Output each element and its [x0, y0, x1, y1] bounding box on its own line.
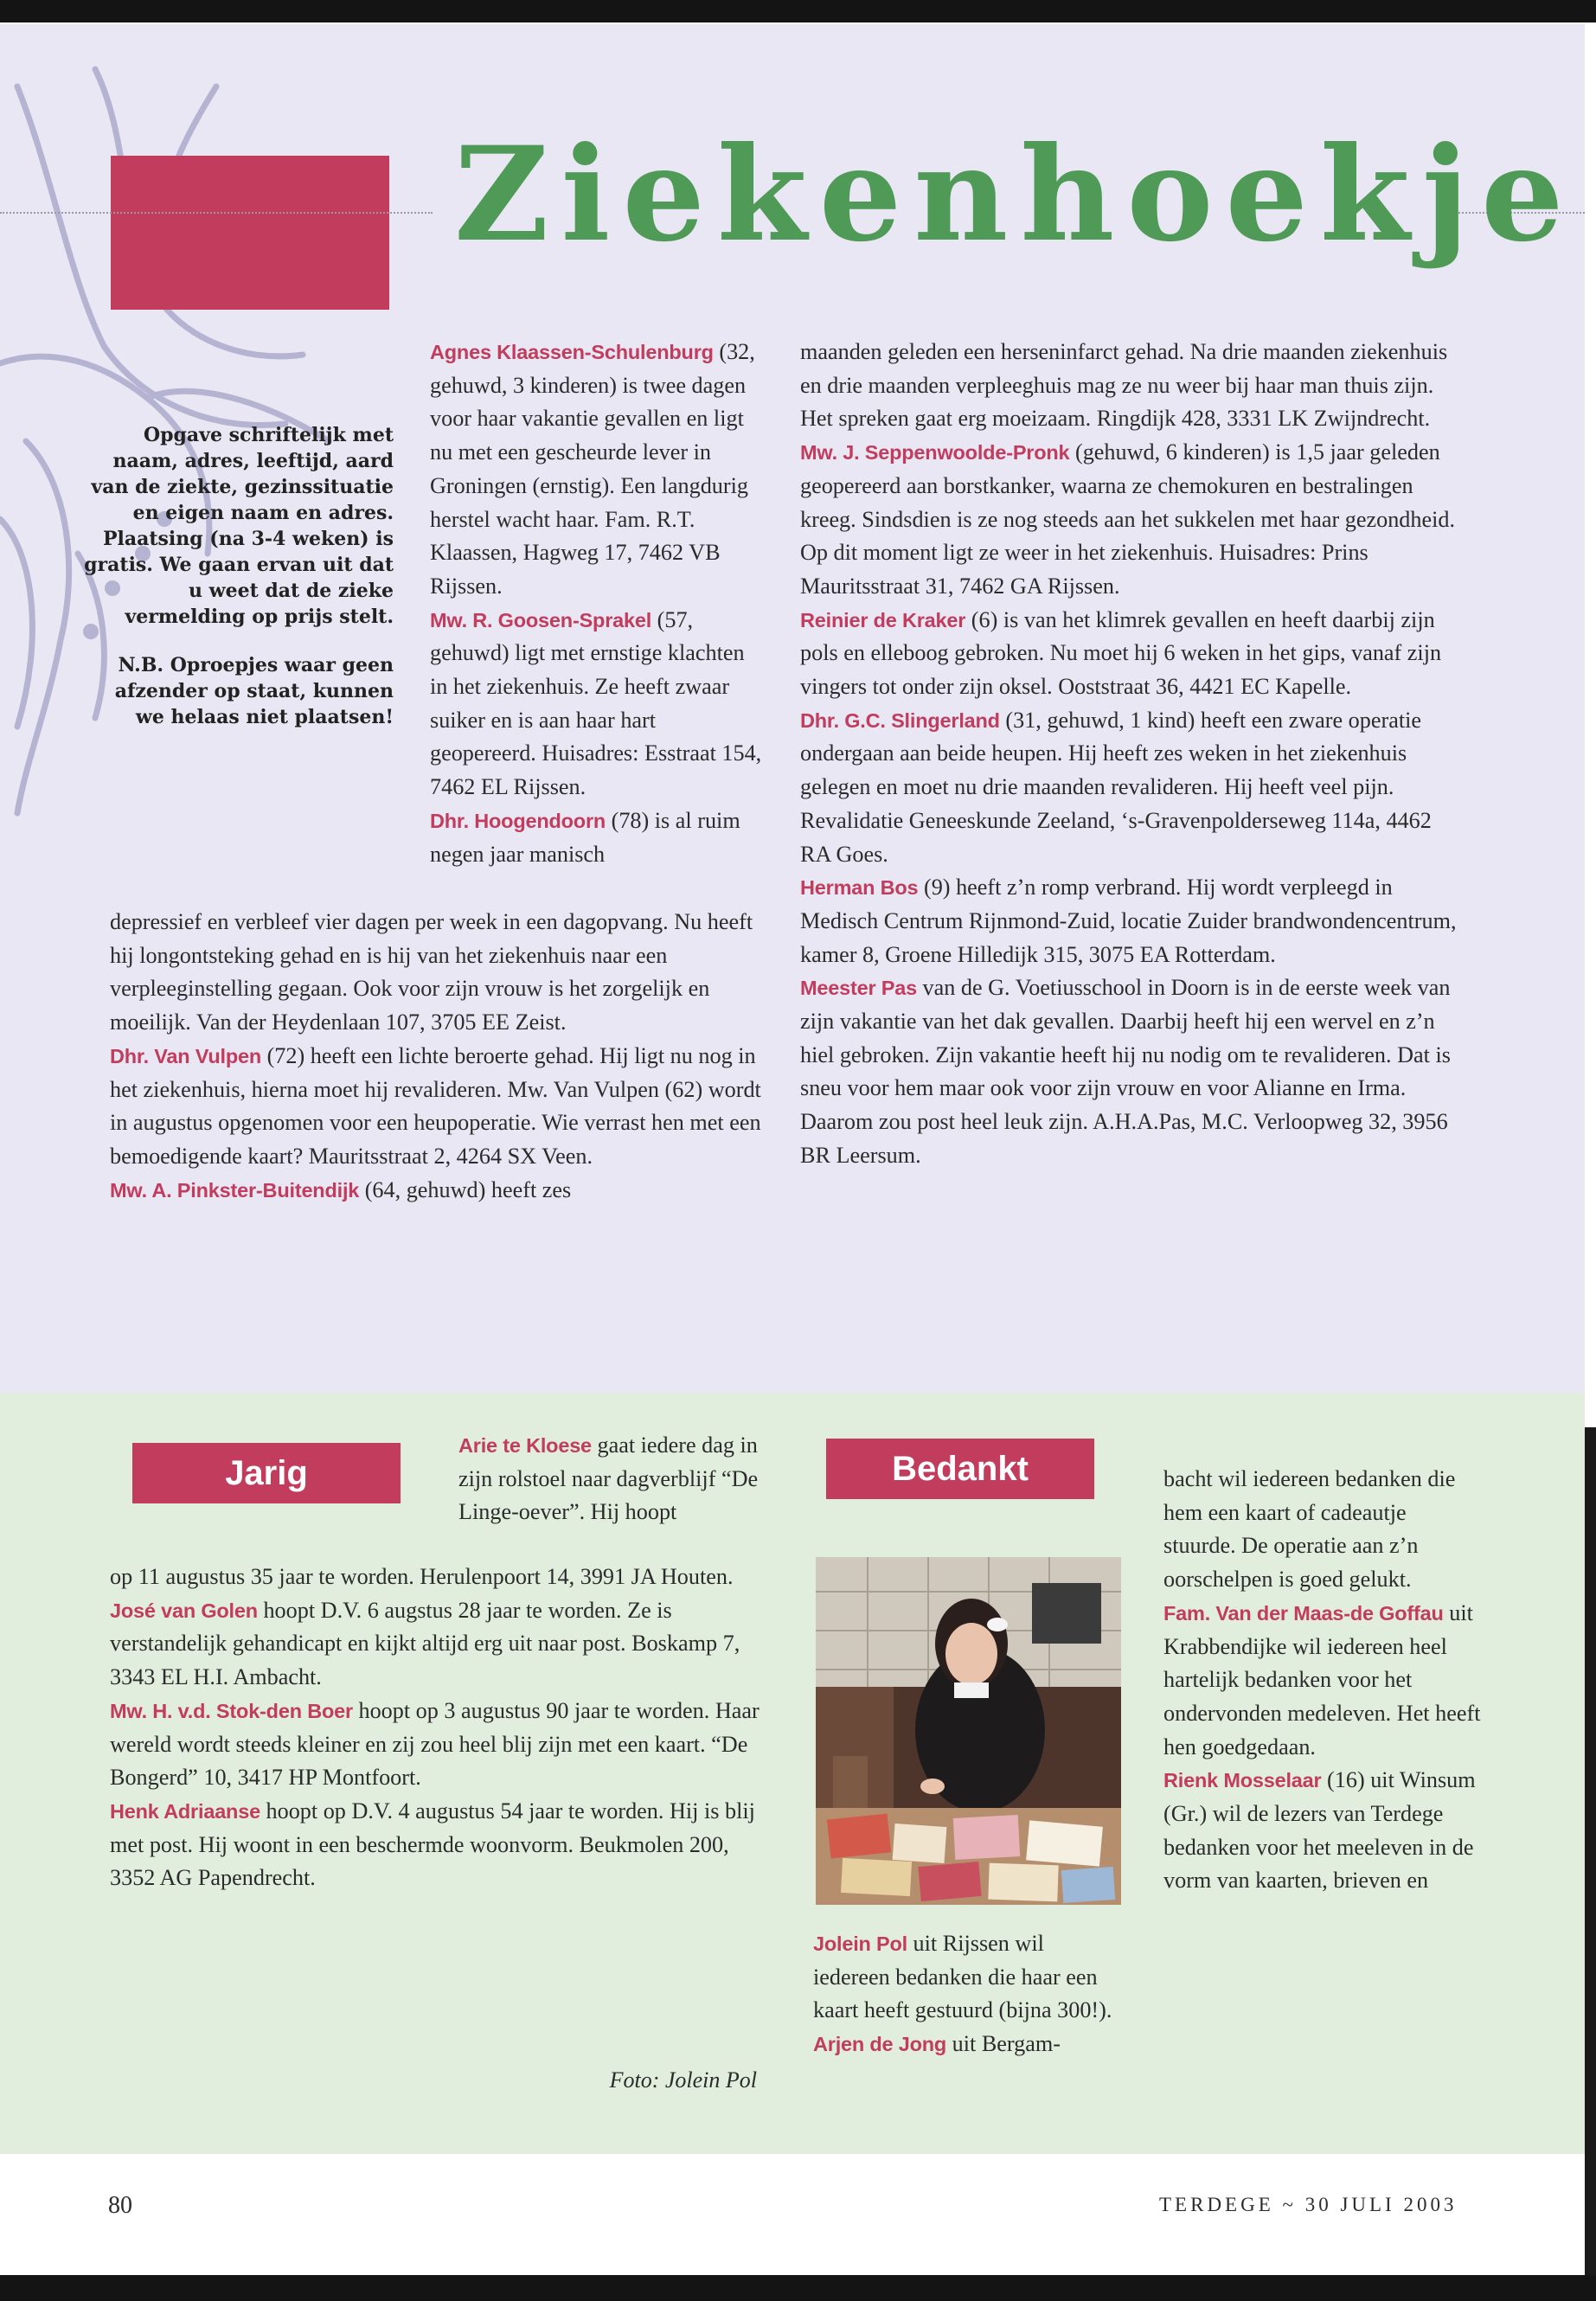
entry-continuation: depressief en verbleef vier dagen per week in een dagopvang. Nu heeft hij longontsteking gehad en is hij van het ziekenhuis naar een verpleeginstelling gegaan. Ook voor zijn vrouw is het zorgelijk en moeilijk. Van der Heydenlaan 107, 3705 EE Zeist.: [110, 909, 753, 1035]
entry-name: Dhr. Hoogendoorn: [430, 809, 606, 832]
photo-credit: Foto: Jolein Pol: [609, 2067, 757, 2093]
entry-text: (64, gehuwd) heeft zes: [359, 1176, 572, 1202]
submission-instructions: Opgave schriftelijk met naam, adres, leeftijd, aard van de ziekte, gezinssituatie en eigen naam en adres. Plaatsing (na 3-4 weken) is gratis. We gaan ervan uit dat u weet dat de zieke vermelding op prijs stelt.: [84, 424, 394, 628]
jarig-entry: [110, 1695, 767, 1795]
bedankt-entry: [1163, 1597, 1484, 1765]
submission-nb: N.B. Oproepjes waar geen afzender op staat, kunnen we helaas niet plaatsen!: [114, 654, 394, 728]
bedankt-column-1: [813, 1927, 1125, 2061]
entry-name: Mw. J. Seppenwoolde-Pronk: [800, 441, 1070, 465]
jarig-column-top: [458, 1429, 766, 1529]
photo-girl-with-cards: [816, 1557, 1121, 1905]
ziek-entry: [430, 336, 763, 604]
entry-text: (78) is al ruim negen jaar manisch: [430, 807, 740, 867]
entry-name: Henk Adriaanse: [110, 1799, 260, 1823]
ziek-entry: [800, 971, 1458, 1172]
entry-name: Dhr. Van Vulpen: [110, 1044, 262, 1067]
ziek-entry: [800, 604, 1458, 704]
bottom-border: [0, 2275, 1596, 2301]
entry-text: (gehuwd, 6 kinderen) is 1,5 jaar geleden geopereerd aan borstkanker, waarna ze chemokuren en bestralingen kreeg. Sindsdien is ze nog steeds aan het sukkelen met haar gezondheid. Op dit moment ligt ze weer in het ziekenhuis. Huisadres: Prins Mauritsstraat 31, 7462 GA Rijssen.: [800, 439, 1456, 599]
entry-name: Meester Pas: [800, 977, 917, 1000]
entry-text: hoopt op D.V. 4 augustus 54 jaar te worden. Hij is blij met post. Hij woont in een beschermde woonvorm. Beukmolen 200, 3352 AG Papendrecht.: [110, 1798, 755, 1891]
ziek-column-1: [430, 336, 763, 871]
entry-name: Mw. A. Pinkster-Buitendijk: [110, 1178, 360, 1202]
entry-name: Arie te Kloese: [458, 1434, 592, 1457]
title-rule-left: [0, 212, 433, 214]
ziek-entry: [110, 1174, 767, 1208]
entry-text: (9) heeft z’n romp verbrand. Hij wordt verpleegd in Medisch Centrum Rijnmond-Zuid, locatie Zuider brandwondencentrum, kamer 8, Groene Hilledijk 315, 3075 EA Rotterdam.: [800, 875, 1457, 967]
jarig-heading: Jarig: [132, 1443, 401, 1503]
entry-text: (32, gehuwd, 3 kinderen) is twee dagen voor haar vakantie gevallen en ligt nu met een gescheurde lever in Groningen (ernstig). Een langdurig herstel wacht haar. Fam. R.T. Klaassen, Hagweg 17, 7462 VB Rijssen.: [430, 339, 755, 599]
ziek-column-1-lower: [110, 906, 767, 1207]
top-border: [0, 0, 1596, 22]
publication-footer: TERDEGE ~ 30 JULI 2003: [1159, 2194, 1458, 2215]
page-edge-shadow: [1585, 1427, 1596, 2275]
entry-name: Rienk Mosselaar: [1163, 1769, 1322, 1792]
entry-name: José van Golen: [110, 1599, 258, 1622]
entry-text: hoopt op 3 augustus 90 jaar te worden. Haar wereld wordt steeds kleiner en zij zou heel blij zijn met een kaart. “De Bongerd” 10, 3417 HP Montfoort.: [110, 1697, 760, 1791]
entry-name: Mw. R. Goosen-Sprakel: [430, 608, 652, 631]
entry-text: (72) heeft een lichte beroerte gehad. Hij ligt nu nog in het ziekenhuis, hierna moet hij revalideren. Mw. Van Vulpen (62) wordt in augustus opgenomen voor een heupoperatie. Wie verrast hen met een bemoedigende kaart? Mauritsstraat 2, 4264 SX Veen.: [110, 1042, 761, 1169]
entry-name: Agnes Klaassen-Schulenburg: [430, 341, 714, 363]
entry-text: hoopt D.V. 6 augstus 28 jaar te worden. Ze is verstandelijk gehandicapt en kijkt altijd erg uit naar post. Boskamp 7, 3343 EL H.I. Ambacht.: [110, 1597, 740, 1690]
jarig-entry: [458, 1429, 766, 1529]
bedankt-entry: [813, 1927, 1125, 2028]
entry-text: (57, gehuwd) ligt met ernstige klachten in het ziekenhuis. Ze heeft zwaar suiker en is aan haar hart geopereerd. Huisadres: Esstraat 154, 7462 EL Rijssen.: [430, 606, 762, 800]
entry-text: uit Krabbendijke wil iedereen heel hartelijk bedanken voor het ondervonden medeleven. Het heeft hen goedgedaan.: [1163, 1599, 1481, 1759]
entry-name: Mw. H. v.d. Stok-den Boer: [110, 1699, 353, 1722]
jarig-column: [110, 1561, 767, 1895]
ziek-column-2: [800, 336, 1458, 1173]
entry-continuation: maanden geleden een herseninfarct gehad. Na drie maanden ziekenhuis en drie maanden verpleeghuis mag ze nu weer bij haar man thuis zijn. Het spreken gaat erg moeizaam. Ringdijk 428, 3331 LK Zwijndrecht.: [800, 339, 1448, 432]
ziek-entry: [430, 804, 763, 871]
ziek-entry: [800, 871, 1458, 971]
entry-continuation: op 11 augustus 35 jaar te worden. Herulenpoort 14, 3991 JA Houten.: [110, 1564, 734, 1589]
bedankt-heading: Bedankt: [826, 1439, 1094, 1499]
bedankt-entry: [1163, 1764, 1484, 1898]
entry-text: uit Bergam-: [946, 2031, 1061, 2057]
title-color-block: [111, 156, 389, 310]
entry-name: Reinier de Kraker: [800, 608, 966, 631]
page-title: Ziekenhoekje: [454, 119, 1576, 271]
entry-text: gaat iedere dag in zijn rolstoel naar dagverblijf “De Linge-oever”. Hij hoopt: [458, 1433, 759, 1525]
bedankt-entry: [813, 2028, 1125, 2061]
entry-text: (6) is van het klimrek gevallen en heeft daarbij zijn pols en elleboog gebroken. Nu moet hij 6 weken in het gips, vanaf zijn vingers tot onder zijn oksel. Ooststraat 36, 4421 EC Kapelle.: [800, 606, 1442, 700]
ziek-entry: [430, 604, 763, 804]
entry-text: uit Rijssen wil iedereen bedanken die haar een kaart heeft gestuurd (bijna 300!).: [813, 1931, 1112, 2023]
ziek-entry: [800, 436, 1458, 604]
jarig-entry: [110, 1795, 767, 1895]
entry-name: Herman Bos: [800, 876, 919, 900]
entry-name: Arjen de Jong: [813, 2033, 947, 2056]
entry-text: (16) uit Winsum (Gr.) wil de lezers van Terdege bedanken voor het meeleven in de vorm van kaarten, brieven en: [1163, 1767, 1476, 1894]
ziek-entry: [110, 1040, 767, 1174]
entry-text: van de G. Voetiusschool in Doorn is in de eerste week van zijn vakantie van het dak gevallen. Daarbij heeft hij een wervel en z’n hiel gebroken. Zijn vakantie heeft hij nu nodig om te revalideren. Dat is sneu voor hem maar ook voor zijn vrouw en voor Alianne en Irma. Daarom zou post heel leuk zijn. A.H.A.Pas, M.C. Verloopweg 32, 3956 BR Leersum.: [800, 975, 1451, 1168]
bedankt-column-2: [1163, 1463, 1484, 1898]
entry-name: Jolein Pol: [813, 1932, 907, 1955]
jarig-entry: [110, 1594, 767, 1695]
entry-name: Dhr. G.C. Slingerland: [800, 708, 1000, 732]
submission-note: [82, 422, 394, 753]
entry-continuation: bacht wil iedereen bedanken die hem een kaart of cadeautje stuurde. De operatie aan z’n oorschelpen is goed gelukt.: [1163, 1466, 1456, 1593]
entry-name: Fam. Van der Maas-de Goffau: [1163, 1601, 1444, 1625]
page-number: 80: [108, 2192, 132, 2219]
ziek-entry: [800, 704, 1458, 872]
entry-text: (31, gehuwd, 1 kind) heeft een zware operatie ondergaan aan beide heupen. Hij heeft zes weken in het ziekenhuis gelegen en moet nu drie maanden revalideren. Hij heeft veel pijn. Revalidatie Geneeskunde Zeeland, ‘s-Gravenpolderseweg 114a, 4462 RA Goes.: [800, 707, 1432, 867]
